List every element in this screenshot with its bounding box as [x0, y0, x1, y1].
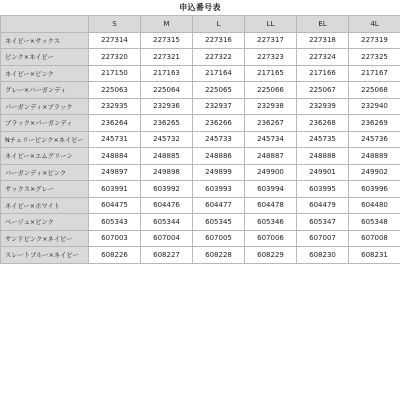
- order-number-cell: 608228: [193, 247, 245, 264]
- header-size-l: L: [193, 16, 245, 33]
- order-number-cell: 249901: [297, 164, 349, 181]
- header-size-m: M: [141, 16, 193, 33]
- order-number-cell: 603993: [193, 181, 245, 198]
- order-number-cell: 236268: [297, 115, 349, 132]
- row-color-label: スレートブルー×ネイビー: [1, 247, 89, 264]
- order-number-cell: 603991: [89, 181, 141, 198]
- row-color-label: バーガンディ×ピンク: [1, 164, 89, 181]
- order-number-cell: 232940: [349, 98, 400, 115]
- table-row: [1, 49, 400, 66]
- order-number-cell: 245736: [349, 131, 400, 148]
- order-number-cell: 236265: [141, 115, 193, 132]
- order-number-cell: 604475: [89, 197, 141, 214]
- order-number-cell: 245733: [193, 131, 245, 148]
- table-row: [1, 148, 400, 165]
- order-number-cell: 249899: [193, 164, 245, 181]
- header-size-s: S: [89, 16, 141, 33]
- order-number-cell: 605348: [349, 214, 400, 231]
- order-number-cell: 225067: [297, 82, 349, 99]
- order-number-cell: 227319: [349, 32, 400, 49]
- order-number-cell: 608229: [245, 247, 297, 264]
- order-number-cell: 248889: [349, 148, 400, 165]
- table-row: [1, 32, 400, 49]
- row-color-label: グレー×バーガンディ: [1, 82, 89, 99]
- order-number-cell: 607007: [297, 230, 349, 247]
- order-number-cell: 608227: [141, 247, 193, 264]
- order-number-cell: 227314: [89, 32, 141, 49]
- order-number-cell: 604480: [349, 197, 400, 214]
- order-number-cell: 249898: [141, 164, 193, 181]
- order-number-cell: 217165: [245, 65, 297, 82]
- row-color-label: ネイビー×ホワイト: [1, 197, 89, 214]
- row-color-label: ピンク×ネイビー: [1, 49, 89, 66]
- order-number-cell: 227324: [297, 49, 349, 66]
- order-number-table: [0, 15, 400, 264]
- order-number-cell: 225065: [193, 82, 245, 99]
- order-number-cell: 249902: [349, 164, 400, 181]
- order-number-cell: 603995: [297, 181, 349, 198]
- order-number-cell: 605345: [193, 214, 245, 231]
- order-number-cell: 232935: [89, 98, 141, 115]
- order-number-cell: 217167: [349, 65, 400, 82]
- table-row: [1, 131, 400, 148]
- order-number-cell: 607008: [349, 230, 400, 247]
- order-number-cell: 248886: [193, 148, 245, 165]
- row-color-label: ネイビー×サックス: [1, 32, 89, 49]
- order-number-cell: 248885: [141, 148, 193, 165]
- order-number-cell: 245734: [245, 131, 297, 148]
- order-number-cell: 608230: [297, 247, 349, 264]
- table-row: [1, 197, 400, 214]
- row-color-label: ネイビー×エムグリーン: [1, 148, 89, 165]
- order-number-cell: 607004: [141, 230, 193, 247]
- order-number-cell: 232936: [141, 98, 193, 115]
- table-row: [1, 230, 400, 247]
- order-number-cell: 607006: [245, 230, 297, 247]
- order-number-cell: 225064: [141, 82, 193, 99]
- order-number-cell: 608231: [349, 247, 400, 264]
- header-size-4l: 4L: [349, 16, 400, 33]
- row-color-label: サックス×グレー: [1, 181, 89, 198]
- table-row: [1, 247, 400, 264]
- order-number-cell: 217166: [297, 65, 349, 82]
- order-number-cell: 245732: [141, 131, 193, 148]
- order-number-cell: 605344: [141, 214, 193, 231]
- order-number-cell: 227315: [141, 32, 193, 49]
- order-number-cell: 232939: [297, 98, 349, 115]
- order-number-cell: 217163: [141, 65, 193, 82]
- table-row: [1, 65, 400, 82]
- order-number-cell: 608226: [89, 247, 141, 264]
- order-number-cell: 232938: [245, 98, 297, 115]
- order-number-cell: 603994: [245, 181, 297, 198]
- row-color-label: ネイビー×ピンク: [1, 65, 89, 82]
- order-number-cell: 603996: [349, 181, 400, 198]
- table-row: [1, 181, 400, 198]
- order-number-cell: 604477: [193, 197, 245, 214]
- order-number-cell: 227318: [297, 32, 349, 49]
- order-number-cell: 604479: [297, 197, 349, 214]
- order-number-cell: 604478: [245, 197, 297, 214]
- order-number-cell: 225066: [245, 82, 297, 99]
- order-number-cell: 245731: [89, 131, 141, 148]
- header-size-ll: LL: [245, 16, 297, 33]
- table-row: [1, 214, 400, 231]
- order-number-cell: 227321: [141, 49, 193, 66]
- order-number-cell: 225068: [349, 82, 400, 99]
- order-number-cell: 227317: [245, 32, 297, 49]
- page-title: 申込番号表: [179, 3, 221, 12]
- order-number-cell: 607003: [89, 230, 141, 247]
- order-number-cell: 232937: [193, 98, 245, 115]
- row-color-label: Nチェリーピンク×ネイビー: [1, 131, 89, 148]
- order-number-cell: 249897: [89, 164, 141, 181]
- order-number-cell: 245735: [297, 131, 349, 148]
- table-row: [1, 164, 400, 181]
- order-number-cell: 605346: [245, 214, 297, 231]
- order-number-cell: 227316: [193, 32, 245, 49]
- row-color-label: サンドピンク×ネイビー: [1, 230, 89, 247]
- header-row: [1, 16, 400, 33]
- table-row: [1, 98, 400, 115]
- order-number-cell: 605347: [297, 214, 349, 231]
- order-number-cell: 236264: [89, 115, 141, 132]
- header-size-el: EL: [297, 16, 349, 33]
- order-number-cell: 227320: [89, 49, 141, 66]
- table-row: [1, 115, 400, 132]
- order-number-cell: 603992: [141, 181, 193, 198]
- order-number-cell: 217150: [89, 65, 141, 82]
- order-number-cell: 227323: [245, 49, 297, 66]
- order-number-cell: 227325: [349, 49, 400, 66]
- row-color-label: ベージュ×ピンク: [1, 214, 89, 231]
- order-number-cell: 236269: [349, 115, 400, 132]
- order-number-cell: 604476: [141, 197, 193, 214]
- order-number-cell: 248888: [297, 148, 349, 165]
- order-number-cell: 227322: [193, 49, 245, 66]
- row-color-label: バーガンディ×ブラック: [1, 98, 89, 115]
- order-number-cell: 248884: [89, 148, 141, 165]
- header-corner: [1, 16, 89, 33]
- order-number-cell: 236267: [245, 115, 297, 132]
- order-number-cell: 248887: [245, 148, 297, 165]
- order-number-cell: 605343: [89, 214, 141, 231]
- order-number-cell: 607005: [193, 230, 245, 247]
- order-number-cell: 249900: [245, 164, 297, 181]
- order-number-cell: 217164: [193, 65, 245, 82]
- row-color-label: ブラック×バーガンディ: [1, 115, 89, 132]
- order-number-cell: 225063: [89, 82, 141, 99]
- table-row: [1, 82, 400, 99]
- order-number-cell: 236266: [193, 115, 245, 132]
